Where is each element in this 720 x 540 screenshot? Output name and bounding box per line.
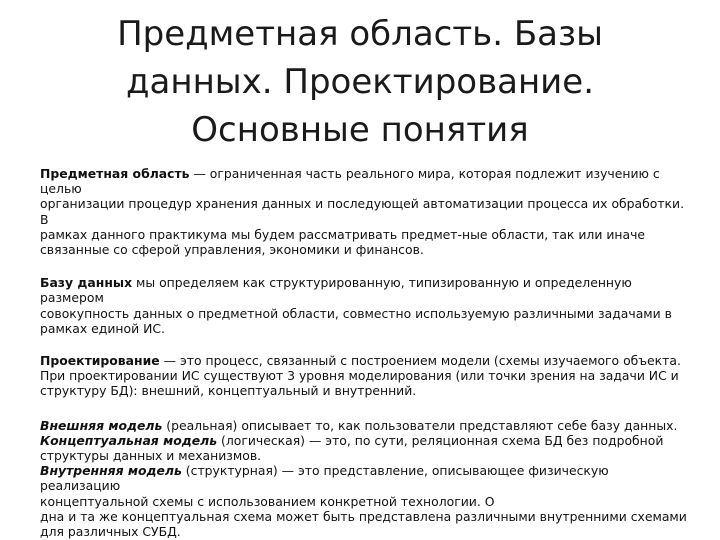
text-run: мы определяем как структурированную, типизированную и определенную размером (40, 275, 632, 306)
text-line (40, 433, 690, 448)
term-design: Проектирование (40, 353, 160, 369)
text-run: — ограниченная часть реального мира, которая подлежит изучению с целью (40, 166, 660, 197)
text-line: При проектировании ИС существуют 3 уровня моделирования (или точки зрения на задачи ИС и (40, 368, 679, 384)
paragraph-models (40, 418, 690, 540)
text-line: для различных СУБД. (40, 524, 181, 540)
text-run: (реальная) описывает то, как пользователи представляют себе базу данных. (162, 417, 678, 433)
title-line: данных. Проектирование. (126, 62, 594, 102)
text-line: структуры данных и механизмов. (40, 448, 262, 464)
paragraph-subject-area (40, 166, 690, 257)
text-line: совокупность данных о предметной области, совместно используемую различными задачами в (40, 305, 672, 321)
text-line (40, 166, 690, 196)
text-line (40, 275, 690, 305)
title-line: Основные понятия (191, 110, 529, 150)
slide-body (40, 166, 690, 539)
paragraph-spacer (40, 336, 690, 353)
text-line: связанные со сферой управления, экономики и финансов. (40, 242, 424, 258)
text-line (40, 418, 690, 433)
term-database: Базу данных (40, 275, 133, 291)
title-line: Предметная область. Базы (117, 14, 603, 54)
text-line: организации процедур хранения данных и последующей автоматизации процесса их обработки. В (40, 196, 685, 227)
paragraph-database (40, 275, 690, 336)
paragraph-design (40, 353, 690, 399)
text-line: рамках единой ИС. (40, 320, 165, 336)
term-subject-area: Предметная область (40, 166, 190, 181)
text-run: (структурная) — это представление, описывающее физическую реализацию (40, 463, 609, 494)
text-run: (логическая) — это, по сути, реляционная схема БД без подробной (217, 432, 664, 448)
term-external-model: Внешняя модель (40, 417, 163, 433)
text-line: концептуальной схемы с использованием конкретной технологии. О (40, 493, 495, 509)
text-line (40, 353, 690, 368)
slide-title (80, 10, 640, 154)
term-conceptual-model: Концептуальная модель (40, 432, 218, 448)
text-line: рамках данного практикума мы будем рассматривать предмет-ные области, так или иначе (40, 226, 646, 242)
paragraph-spacer (40, 257, 690, 275)
text-run: — это процесс, связанный с построением модели (схемы изучаемого объекта. (159, 353, 681, 369)
text-line (40, 463, 690, 493)
text-line: дна и та же концептуальная схема может быть представлена различными внутренними схемами (40, 508, 687, 524)
term-internal-model: Внутренняя модель (40, 463, 182, 479)
text-line: структуру БД): внешний, концептуальный и внутренний. (40, 383, 417, 399)
paragraph-spacer (40, 399, 690, 418)
